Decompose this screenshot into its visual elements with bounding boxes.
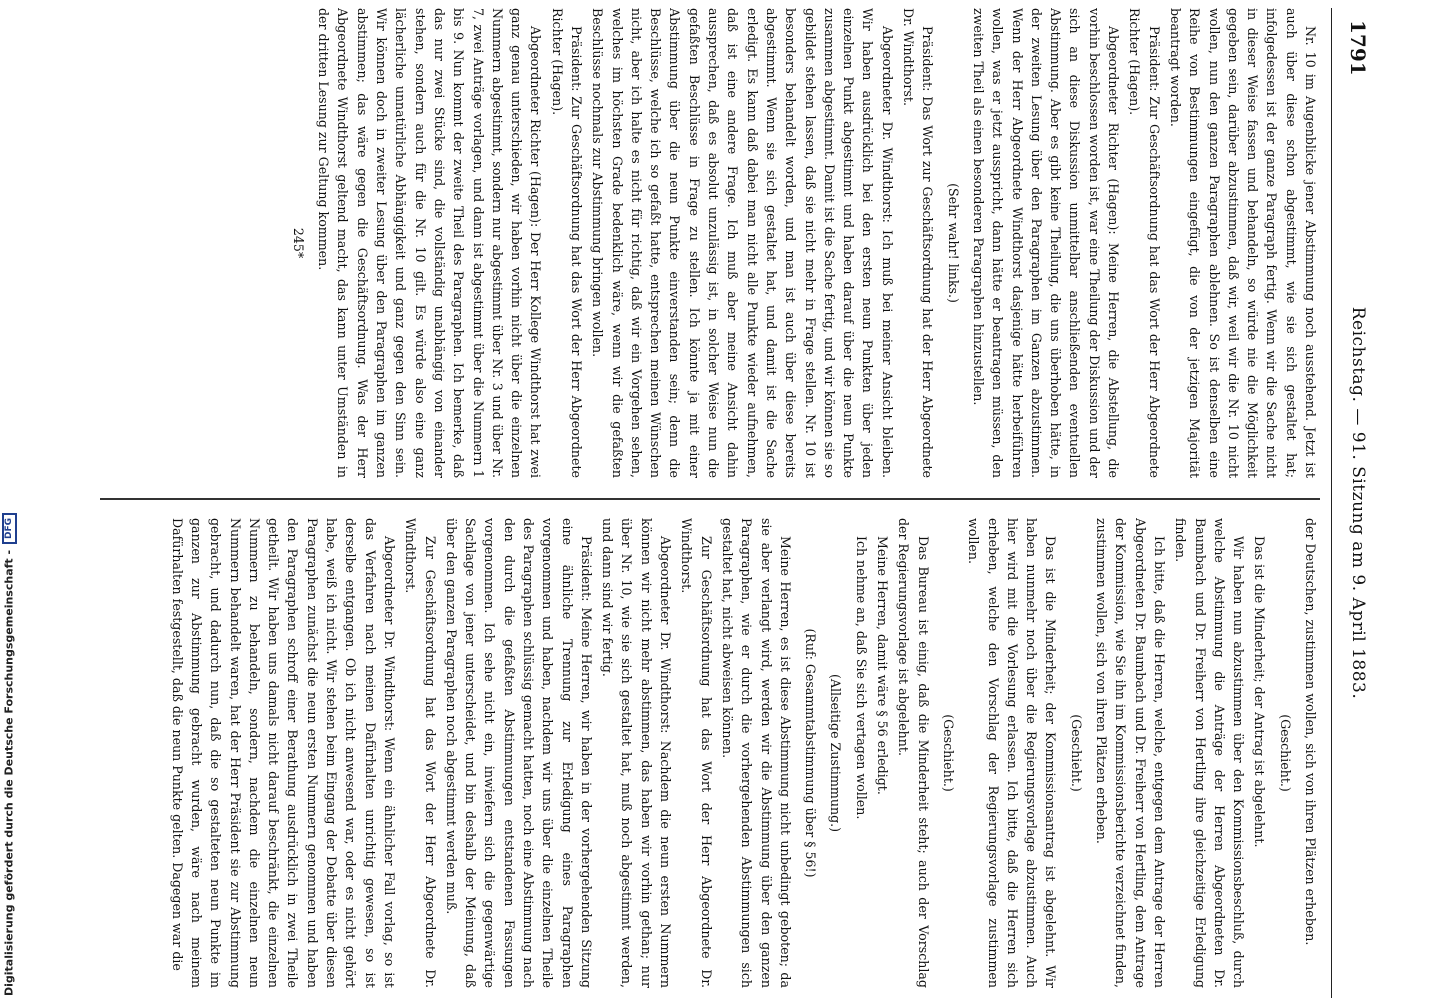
paragraph: Das Bureau ist einig, daß die Minderheit steht; auch der Vorschlag der Regierungsvorlage ist abgelehnt. [896, 518, 931, 988]
paragraph: Meine Herren, damit wäre § 56 erledigt. [875, 536, 891, 795]
digitization-credit [2, 517, 18, 996]
paragraph: Ich bitte, daß die Herren, welche, entgegen dem Antrage der Herren Abgeordneten Dr. Baumbach und Dr. Freiherr von Hertling, dem Antrage der Kommission, wie Sie ihn im Kommissionsberichte verzeichnet finden, zustimmen wollen, sich von ihren Plätzen erheben. [1094, 518, 1167, 988]
stage-direction: (Geschieht.) [1068, 714, 1084, 792]
paragraph: Abgeordneter Richter (Hagen): Meine Herren, die Abstellung, die vorhin beschlossen worden ist, war eine Theilung der Diskussion und der sich an diese Diskussion unmittelbar anschließenden eventuellen Abstimmung. Aber es gibt keine Theilung, die uns überhoben hätte, in der zweiten Lesung über den Paragraphen im Ganzen abzustimmen. Wenn der Herr Abgeordnete Windthorst dasjenige hätte herbeiführen wollen, was er jetzt ausspricht, dann hätte er beantragen müssen, den zweiten Theil als einen besonderen Paragraphen hinzustellen. [970, 8, 1122, 478]
paragraph: Präsident: Zur Geschäftsordnung hat das Wort der Herr Abgeordnete Richter (Hagen). [1127, 8, 1162, 478]
paragraph: Präsident: Das Wort zur Geschäftsordnung hat der Herr Abgeordnete Dr. Windthorst. [901, 8, 936, 478]
page-header [1331, 8, 1380, 998]
text-column-right [100, 518, 1320, 988]
stage-direction: (Geschieht.) [1277, 714, 1293, 792]
paragraph: Meine Herren, es ist diese Abstimmung nicht unbedingt geboten; da sie aber verlangt wird, werden wir die Abstimmung über den ganzen Paragraphen, wie er durch die vorhergehenden Abstimmungen sich gestaltet hat, nicht abweisen können. [719, 518, 793, 988]
paragraph: Das ist die Minderheit; der Kommissionsantrag ist abgelehnt. Wir haben nunmehr noch über die Regierungsvorlage abzustimmen. Auch hier wird mit die Vorlesung erlassen. Ich bitte, daß die Herren sich erheben, welche den Vorschlag der Regierungsvorlage zustimmen wollen. [966, 518, 1059, 988]
rotated-page [90, 8, 1380, 998]
paragraph: Präsident: Zur Geschäftsordnung hat das Wort der Herr Abgeordnete Richter (Hagen). [549, 8, 585, 478]
page-number: 1791 [1346, 20, 1370, 76]
paragraph: Abgeordneter Dr. Windthorst: Ich muß bei meiner Ansicht bleiben. Wir haben ausdrücklich bei den ersten neun Punkten über jeden einzelnen Punkt abgestimmt und haben darauf über die neun Punkte zusammen abgestimmt. Damit ist die Sache fertig, und wir können sie so gebildet stehen lassen, daß sie nicht mehr in Frage stellen. Nr. 10 ist besonders behandelt worden, und man ist auch über diese bereits abgestimmt. Wenn sie sich gestaltet hat, und damit ist die Sache erledigt. Es kann daß dabei man nicht alle Punkte wieder aufnehmen, daß ist eine andere Frage. Ich muß aber meine Ansicht dahin aussprechen, daß es absolut unzulässig ist, in solcher Weise nun die gefaßten Beschlüsse in Frage zu stellen. Ich könnte ja mit einer Abstimmung über die neun Punkte einverstanden sein; denn die Beschlüsse, welche ich so gefaßt hatte, entsprechen meinen Wünschen nicht, aber ich halte es nicht für richtig, daß wir ein Vorgehen sehen, welches im höchsten Grade bedenklich wäre, wenn wir die gefaßten Beschlüsse nochmals zur Abstimmung bringen wollen. [590, 8, 895, 478]
paragraph: Abgeordneter Dr. Windthorst: Nachdem die neun ersten Nummern können wir nicht mehr abstimmen, das haben wir vorhin gethan; nur über Nr. 10, wie sie sich gestaltet hat, muß noch abgestimmt werden, und dann sind wir fertig. [600, 518, 674, 988]
paragraph: Ich nehme an, daß Sie sich vertagen wollen. [853, 536, 869, 820]
stage-direction: (Sehr wahr! links.) [945, 183, 961, 303]
signature-mark: 245* [290, 227, 306, 259]
paragraph: Zur Geschäftsordnung hat das Wort der Herr Abgeordnete Dr. Windthorst. [679, 518, 714, 988]
stage-direction: (Allseitige Zustimmung.) [828, 673, 844, 833]
running-title: Reichstag. — 91. Sitzung am 9. April 1883. [1348, 306, 1368, 700]
text-column-left [100, 8, 1320, 478]
credit-text: Digitalisierung gefördert durch die Deutsche Forschungsgemeinschaft - [2, 549, 16, 996]
paragraph: Das ist die Minderheit; der Antrag ist abgelehnt. [1252, 536, 1268, 848]
stage-direction: (Ruf: Gesammtabstimmung über § 56!) [803, 628, 819, 878]
paragraph: Präsident: Meine Herren, wir haben in der vorhergehenden Sitzung eine ähnliche Trennung zur Erledigung eines Paragraphen vorgenommen und haben, nachdem wir uns über die einzelnen Theile des Paragraphen schlüssig gemacht hatten, noch eine Abstimmung nach den durch die gefaßten Abstimmungen entstandenen Fassungen vorgenommen. Ich sehe nicht ein, inwiefern sich die gegenwärtige Sachlage von jener unterscheidet, und bin deshalb der Meinung, daß über den ganzen Paragraphen noch abgestimmt werden muß. [443, 518, 594, 988]
paragraph: Wir haben nun abzustimmen über den Kommissionsbeschluß, durch welche Abstimmung die Anträge der Herren Abgeordneten Dr. Baumbach und Dr. Freiherr von Hertling ihre gleichzeitige Erledigung finden. [1173, 518, 1247, 988]
paragraph: Abgeordneter Richter (Hagen): Der Herr Kollege Windthorst hat zwei ganz genau unterschieden, wir haben vorhin nicht über die einzelnen Nummern abgestimmt, sondern nur abgestimmt über Nr. 3 und über Nr. 7, zwei Anträge vorlagen, und dann ist abgestimmt über die Nummern 1 bis 9. Nun kommt der zweite Theil des Paragraphen. Ich bemerke, daß das nur zwei Stücke sind, die vollständig unabhängig von einander stehen, sondern auch für die Nr. 10 gilt. Es würde also eine ganz lächerliche unnatürliche Abhängigkeit und ganz gegen den Sinn sein. Wir können doch in zweiter Lesung über den Paragraphen im ganzen abstimmen; das wäre gegen die Geschäftsordnung. Was der Herr Abgeordnete Windthorst geltend macht, das kann unter Umständen in der dritten Lesung zur Geltung kommen. [316, 8, 544, 478]
paragraph: Abgeordneter Dr. Windthorst: Wenn ein ähnlicher Fall vorlag, so ist das Verfahren nach meinen Dafürhalten unrichtig gewesen, so ist derselbe entgangen. Ob ich nicht anwesend war, oder es nicht gehört habe, weiß ich nicht. Wir stehen beim Eingang der Debatte über diesen Paragraphen zunächst die neun ersten Nummern genommen und haben den Paragraphen schroff einer Berathung ausdrücklich in zwei Theile getheilt. Wir haben uns damals nicht darauf beschränkt, die einzelnen Nummern zu behandeln, sondern, nachdem die einzelnen neun Nummern behandelt waren, hat der Herr Präsident sie zur Abstimmung gebracht, und dadurch nun, daß die so gestalteten neun Punkte im ganzen zur Abstimmung gebracht wurden, wäre nach meinem Dafürhalten festgestellt, daß die neun Punkte gelten. Dagegen war die [169, 518, 397, 988]
dfg-logo-icon: DFG [2, 513, 17, 544]
column-divider [100, 498, 1320, 500]
stage-direction: (Geschieht.) [940, 714, 956, 792]
paragraph: Zur Geschäftsordnung hat das Wort der Herr Abgeordnete Dr. Windthorst. [403, 518, 438, 988]
paragraph: Nr. 10 im Augenblicke jener Abstimmung noch ausstehend. Jetzt ist auch über diese schon abgestimmt, wie sie sich gestaltet hat; infolgedessen ist der ganze Paragraph fertig. Wenn wir die Sache nicht in dieser Weise fassen und behandeln, so würde nie die Möglichkeit gegeben sein, darüber abzustimmen, daß wir, weil wir die Nr. 10 nicht wollen, nun den ganzen Paragraphen ablehnen. So ist denselben eine Reihe von Bestimmungen eingefügt, die von der jetzigen Majorität beantragt worden. [1167, 8, 1318, 478]
paragraph: der Deutschen, zustimmen wollen, sich von ihren Plätzen erheben. [1303, 518, 1318, 946]
